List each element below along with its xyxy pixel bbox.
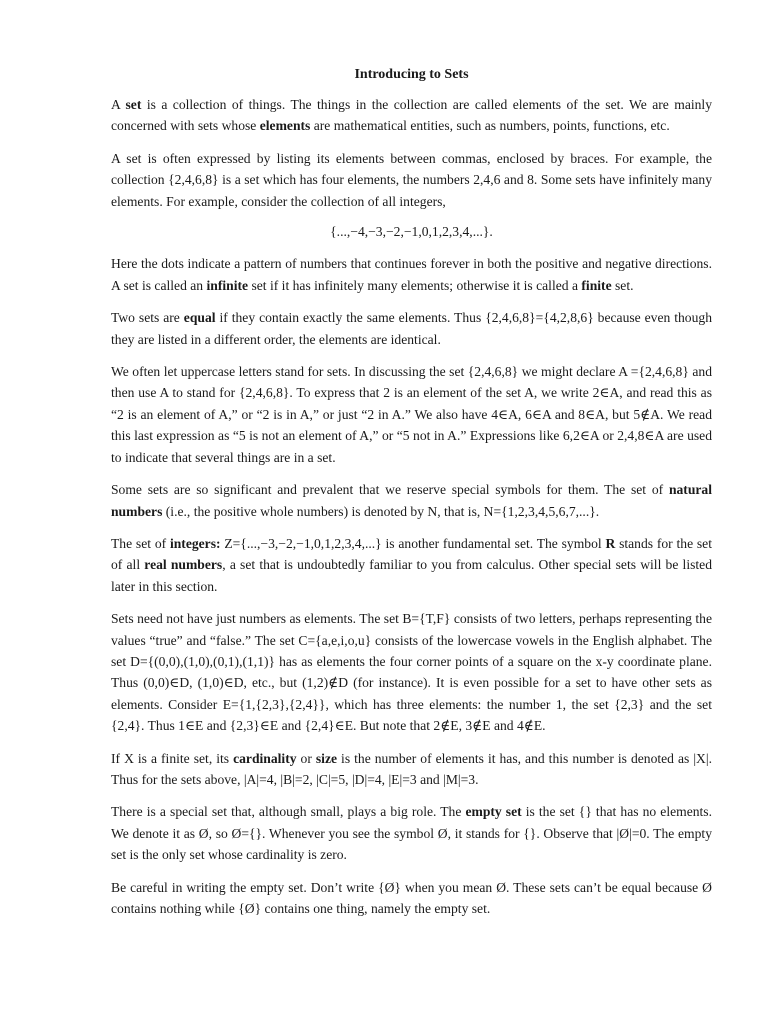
integers-display: {...,−4,−3,−2,−1,0,1,2,3,4,...}. (330, 224, 493, 240)
paragraph-natural-numbers (111, 479, 712, 522)
text: set if it has infinitely many elements; otherwise it is called a (248, 277, 582, 293)
term-empty-set: empty set (465, 804, 522, 820)
text: or (296, 750, 316, 766)
paragraph-membership: We often let uppercase letters stand for sets. In discussing the set {2,4,6,8} we might declare A ={2,4,6,8} and then use A to stand for {2,4,6,8}. To express that 2 is an element of the set A, we write 2∈A, and read this as “2 is an element of A,” or “2 is in A,” or just “2 in A.” We also have 4∈A, 6∈A and 8∈A, but 5∉A. We read this last expression as “5 is not an element of A,” or “5 not in A.” Expressions like 6,2∈A or 2,4,8∈A are used to indicate that several things are in a set. (111, 364, 712, 465)
term-integers: integers: (169, 535, 221, 551)
page-title: Introducing to Sets (354, 67, 469, 82)
term-elements: elements (259, 118, 311, 134)
text: , a set that is undoubtedly familiar to you from calculus. Other special sets will be listed later in this section. (111, 557, 712, 594)
text: stands for the set of all (111, 535, 712, 573)
term-equal: equal (183, 310, 216, 326)
text: There is a special set that, although small, plays a big role. The (111, 804, 466, 820)
paragraph-empty-set-caution: Be careful in writing the empty set. Don’t write {Ø} when you mean Ø. These sets can’t be equal because Ø contains nothing while {Ø} contains one thing, namely the empty set. (111, 879, 712, 916)
term-infinite: infinite (206, 277, 249, 293)
text: is the number of elements it has, and this number is denoted as |X|. Thus for the sets above, |A|=4, |B|=2, |C|=5, |D|=4, |E|=3 and |M|=3. (111, 750, 712, 787)
symbol-r: R (605, 535, 616, 551)
paragraph-set-definition (111, 94, 712, 137)
text: is the set {} that has no elements. We denote it as Ø, so Ø={}. Whenever you see the symbol Ø, it stands for {}. Observe that |Ø|=0. The empty set is the only set whose cardinality is zero. (111, 804, 712, 863)
text: set. (611, 277, 634, 293)
term-size: size (315, 750, 338, 766)
term-real-numbers: real numbers (144, 557, 223, 573)
text: A (111, 97, 126, 112)
text: are mathematical entities, such as numbers, points, functions, etc. (310, 118, 670, 134)
paragraph-integers (111, 533, 712, 597)
paragraph-empty-set (111, 801, 712, 865)
paragraph-infinite-finite (111, 253, 712, 296)
paragraph-equal-sets (111, 307, 712, 350)
text: The set of (111, 535, 170, 551)
paragraph-set-notation: A set is often expressed by listing its elements between commas, enclosed by braces. For example, the collection {2,4,6,8} is a set which has four elements, the numbers 2,4,6 and 8. Some sets have infinitely many elements. For example, consider the collection of all integers, (111, 150, 712, 209)
text: Some sets are so significant and prevalent that we reserve special symbols for them. The set of (111, 482, 669, 498)
text: Z={...,−3,−2,−1,0,1,2,3,4,...} is another fundamental set. The symbol (220, 535, 606, 551)
text: if they contain exactly the same elements. Thus {2,4,6,8}={4,2,8,6} because even though they are listed in a different order, the elements are identical. (111, 310, 712, 347)
text: If X is a finite set, its (111, 750, 234, 766)
text: is a collection of things. The things in the collection are called elements of the set. We are mainly concerned with sets whose (111, 97, 713, 134)
term-natural-numbers: natural numbers (111, 482, 712, 519)
paragraph-cardinality (111, 748, 712, 791)
paragraph-non-number-sets: Sets need not have just numbers as elements. The set B={T,F} consists of two letters, perhaps representing the values “true” and “false.” The set C={a,e,i,o,u} consists of the lowercase vowels in the English alphabet. The set D={(0,0),(1,0),(0,1),(1,1)} has as elements the four corner points of a square on the x-y coordinate plane. Thus (0,0)∈D, (1,0)∈D, etc., but (1,2)∉D (for instance). It is even possible for a set to have other sets as elements. Consider E={1,{2,3},{2,4}}, which has three elements: the number 1, the set {2,3} and the set {2,4}. Thus 1∈E and {2,3}∈E and {2,4}∈E. But note that 2∉E, 3∉E and 4∉E. (111, 611, 712, 734)
term-finite: finite (581, 277, 612, 293)
term-cardinality: cardinality (233, 750, 297, 766)
term-set: set (125, 97, 142, 112)
text: Two sets are (111, 310, 184, 326)
text: Here the dots indicate a pattern of numbers that continues forever in both the positive and negative directions. A set is called an (111, 256, 712, 293)
text: (i.e., the positive whole numbers) is denoted by N, that is, N={1,2,3,4,5,6,7,...}. (162, 503, 600, 519)
